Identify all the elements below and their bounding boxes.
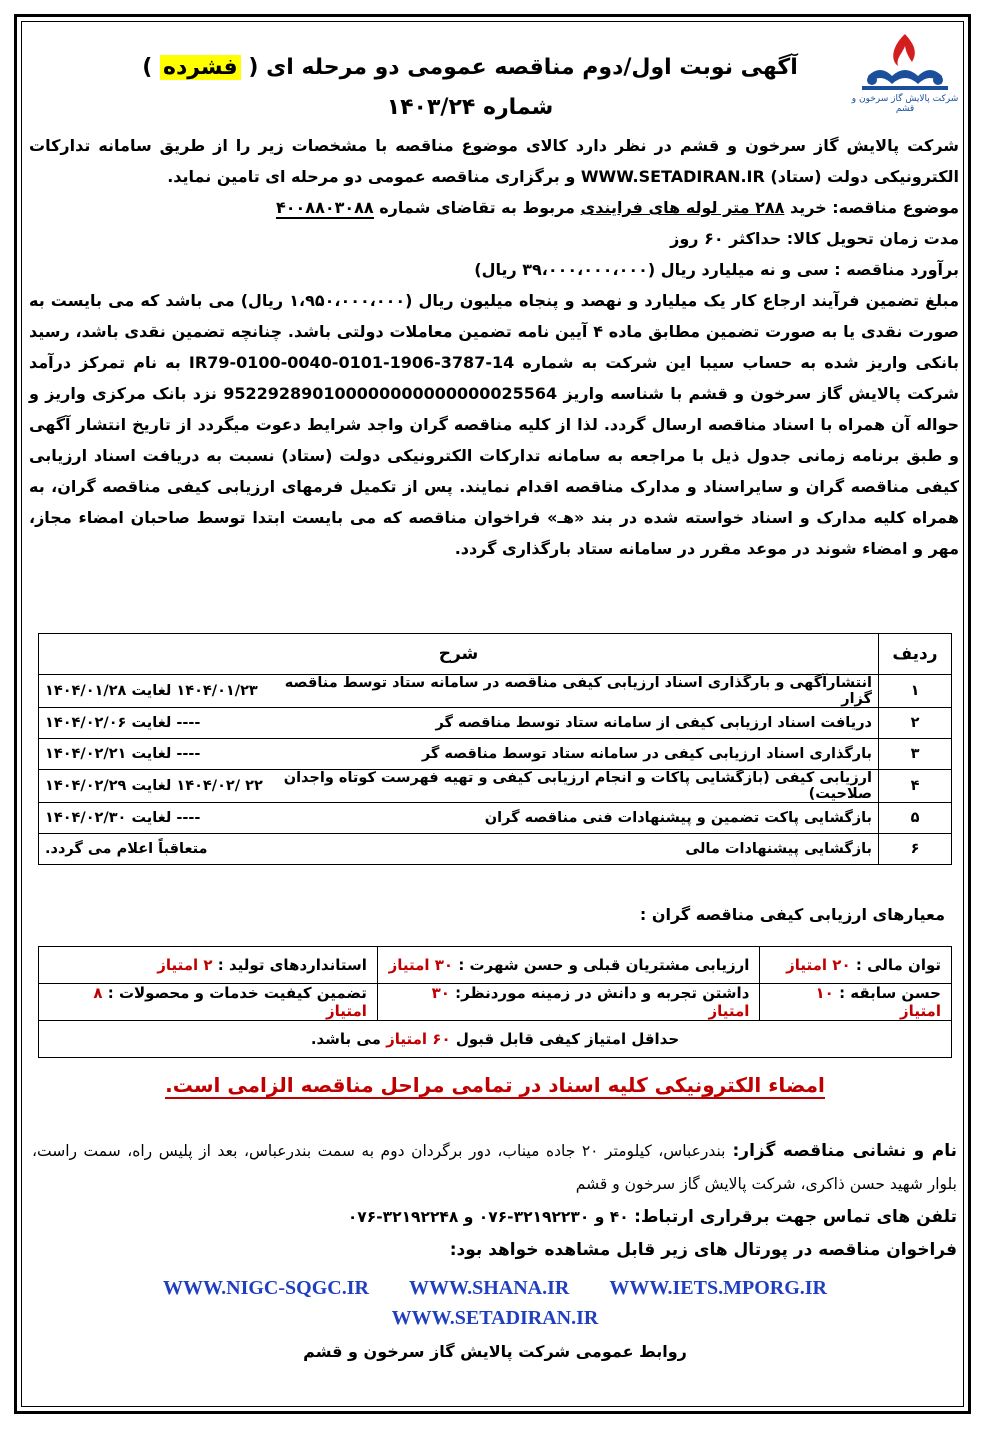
phone-numbers: ۴۰ و ۳۲۱۹۲۲۳۰-۰۷۶ و ۳۲۱۹۲۲۴۸-۰۷۶ [347,1208,629,1226]
criteria-cell: استانداردهای تولید : ۲ امتیاز [39,947,378,984]
row-description [39,834,879,865]
portals-label: فراخوان مناقصه در پورتال های زیر قابل مشاهده خواهد بود: [449,1240,957,1260]
criteria-row-1 [39,947,952,984]
criteria-min-cell: حداقل امتیاز کیفی قابل قبول ۶۰ امتیاز می باشد. [39,1021,952,1058]
address-line [32,1135,957,1201]
schedule-row [39,834,952,865]
row-desc-text: دریافت اسناد ارزیابی کیفی از سامانه ستاد توسط مناقصه گر [435,715,872,731]
schedule-row [39,770,952,803]
criteria-cell: ارزیابی مشتریان قبلی و حسن شهرت : ۳۰ امتیاز [377,947,760,984]
guarantee-text-a: مبلغ تضمین فرآیند ارجاع کار یک میلیارد و نهصد و پنجاه میلیون ریال (۱،۹۵۰،۰۰۰،۰۰۰ ریال) می باشد که می بایست به صورت نقدی یا به صورت تضمین مطابق ماده ۴ آیین نامه تضمین معاملات دولتی باشد. چنانچه تضمین نقدی باشد، رسید بانکی واریز شده به حساب سیبا این شرکت به شماره [29,291,959,372]
footer-signature: روابط عمومی شرکت پالایش گاز سرخون و قشم [303,1342,687,1361]
row-number: ۴ [879,770,952,803]
portal-links [30,1273,960,1333]
link-nigc[interactable]: WWW.NIGC-SQGC.IR [162,1277,369,1299]
link-setadiran[interactable]: WWW.SETADIRAN.IR [391,1307,599,1329]
row-number: ۱ [879,675,952,708]
deposit-id: 952292890100000000000000025564 [223,384,558,403]
row-dates: متعاقباً اعلام می گردد. [45,841,208,857]
title-after: ) شماره ۱۴۰۳/۲۴ [142,55,554,120]
row-desc-text: ارزیابی کیفی (بازگشایی پاکات و انجام ارزیابی کیفی و تهیه فهرست کوتاه واجدان صلاحیت) [283,770,872,802]
subject-rest: مربوط به تقاضای شماره [379,198,575,217]
schedule-row [39,708,952,739]
schedule-row [39,675,952,708]
col-desc-header: شرح [39,634,879,675]
row-description [39,803,879,834]
row-number: ۵ [879,803,952,834]
guarantee-text-c: نزد بانک مرکزی واریز و حواله آن همراه با اسناد مناقصه ارسال گردد. لذا از کلیه مناقصه گران واجد شرایط دعوت میگردد از تاریخ انتشار آگهی و طبق برنامه زمانی جدول ذیل با مراجعه به سامانه تدارکات الکترونیکی دولت (ستاد) نسبت به دریافت اسناد ارزیابی کیفی مناقصه گران و سایراسناد و مدارک مناقصه اقدام نمایند. پس از تکمیل فرمهای ارزیابی کیفی مناقصه گران، به همراه کلیه مدارک و اسناد خواسته شده در بند «هـ» فراخوان مناقصه که می بایست ابتدا توسط صاحبان امضاء مجاز، مهر و امضاء شوند در موعد مقرر در سامانه ستاد بارگذاری گردد. [29,384,959,558]
row-number: ۳ [879,739,952,770]
guarantee-paragraph [29,285,959,564]
row-description [39,770,879,803]
row-number: ۲ [879,708,952,739]
criteria-title: معیارهای ارزیابی کیفی مناقصه گران : [639,905,945,924]
row-dates: ---- لغایت ۱۴۰۴/۰۲/۳۰ [45,810,201,826]
guarantee-text-b: به نام تمرکز درآمد شرکت پالایش گاز سرخون و قشم با شناسه واریز [29,353,959,403]
schedule-row [39,803,952,834]
row-dates: ---- لغایت ۱۴۰۴/۰۲/۰۶ [45,715,201,731]
row-desc-text: بازگشایی پیشنهادات مالی [685,841,872,857]
logo-text: شرکت پالایش گاز سرخون و قشم [851,94,959,114]
page-title [110,48,830,128]
intro-paragraph [29,130,959,192]
criteria-row-2 [39,984,952,1021]
contact-section [32,1135,957,1267]
setad-link-inline[interactable]: WWW.SETADIRAN.IR [580,167,765,186]
subject-value: ۲۸۸ متر لوله های فرایندی [580,198,785,217]
row-desc-text: انتشارآگهی و بارگذاری اسناد ارزیابی کیفی مناقصه در سامانه ستاد توسط مناقصه گزار [284,675,872,707]
criteria-table [38,946,952,1058]
delivery-line: مدت زمان تحویل کالا: حداکثر ۶۰ روز [670,229,959,248]
row-description [39,708,879,739]
title-before: آگهی نوبت اول/دوم مناقصه عمومی دو مرحله ای ( [248,55,798,80]
estimate-line: برآورد مناقصه : سی و نه میلیارد ریال (۳۹،۰۰۰،۰۰۰،۰۰۰ ریال) [474,260,959,279]
criteria-cell: تضمین کیفیت خدمات و محصولات : ۸ امتیاز [39,984,378,1021]
link-shana[interactable]: WWW.SHANA.IR [408,1277,570,1299]
row-description [39,739,879,770]
title-highlight: فشرده [160,55,241,80]
phone-label: تلفن های تماس جهت برقراری ارتباط: [634,1207,957,1227]
intro-text-a: شرکت پالایش گاز سرخون و قشم در نظر دارد کالای موضوع مناقصه با مشخصات زیر را از طریق سامانه تدارکات الکترونیکی دولت (ستاد) [29,136,959,186]
row-desc-text: بازگشایی پاکت تضمین و پیشنهادات فنی مناقصه گران [484,810,872,826]
intro-section [29,130,959,564]
link-iets[interactable]: WWW.IETS.MPORG.IR [609,1277,827,1299]
row-description [39,675,879,708]
criteria-cell: داشتن تجربه و دانش در زمینه موردنظر: ۳۰ امتیاز [377,984,760,1021]
schedule-header-row [39,634,952,675]
company-logo [850,28,960,118]
request-number: ۴۰۰۸۸۰۳۰۸۸ [276,198,374,217]
subject-label: موضوع مناقصه: خرید [789,198,959,217]
address-label: نام و نشانی مناقصه گزار: [732,1141,957,1161]
row-dates: ۱۴۰۴/۰۱/۲۳ لغایت ۱۴۰۴/۰۱/۲۸ [45,683,258,699]
esign-notice: امضاء الکترونیکی کلیه اسناد در تمامی مراحل مناقصه الزامی است. [165,1073,825,1097]
phone-line [32,1201,957,1234]
intro-text-b: و برگزاری مناقصه عمومی دو مرحله ای تامین نماید. [167,167,576,186]
criteria-cell: توان مالی : ۲۰ امتیاز [760,947,952,984]
subject-line [29,192,959,223]
iban-number: IR79-0100-0040-0101-1906-3787-14 [188,353,515,372]
col-num-header: ردیف [879,634,952,675]
criteria-min-row [39,1021,952,1058]
address-text: بندرعباس، کیلومتر ۲۰ جاده میناب، دور برگردان دوم به سمت بندرعباس، بعد از پلیس راه، سمت راست، بلوار شهید حسن ذاکری، شرکت پالایش گاز سرخون و قشم [32,1142,957,1193]
row-dates: ۲۲ /۱۴۰۴/۰۲ لغایت ۱۴۰۴/۰۲/۲۹ [45,778,263,794]
row-number: ۶ [879,834,952,865]
row-dates: ---- لغایت ۱۴۰۴/۰۲/۲۱ [45,746,201,762]
schedule-row [39,739,952,770]
schedule-table [38,633,952,865]
criteria-cell: حسن سابقه : ۱۰ امتیاز [760,984,952,1021]
row-desc-text: بارگذاری اسناد ارزیابی کیفی در سامانه ستاد توسط مناقصه گر [421,746,872,762]
